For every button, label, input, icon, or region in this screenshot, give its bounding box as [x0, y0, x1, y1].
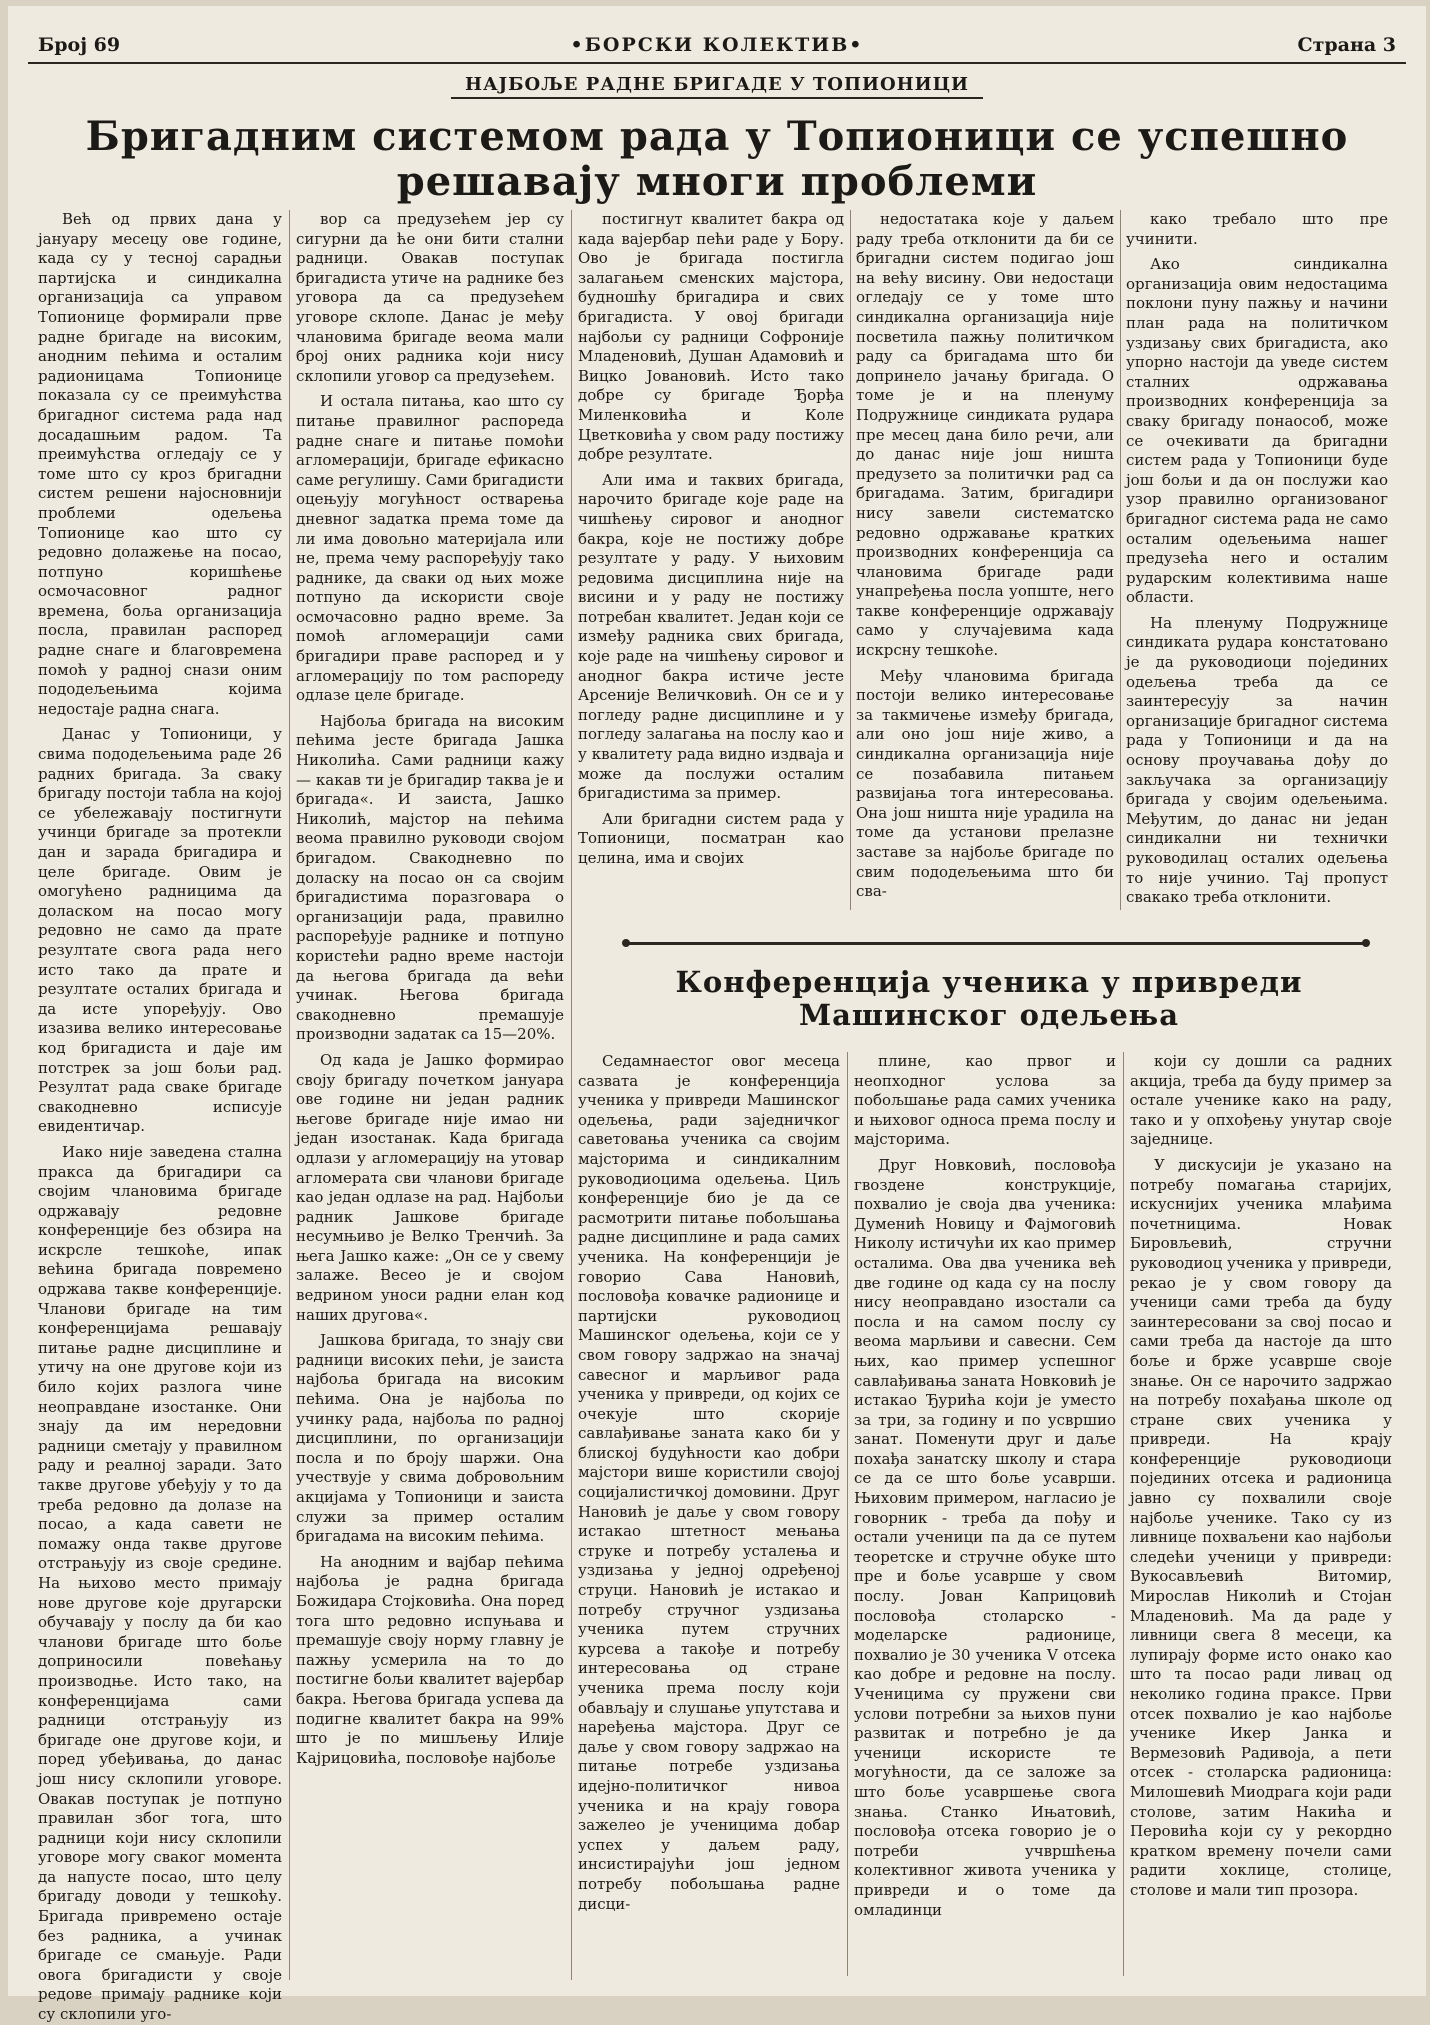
paragraph: На пленуму Подружнице синдиката рудара констатовано је да руководиоци појединих одељења треба да се заинтересују за начин организације бригадног система рада у Топионици и да на основу проучавања дођу до закључака за организацију бригада у својим одељењима. Међутим, до данас ни један синдикални ни технички руководилац осталих одељења то није учинио. Тај пропуст свакако треба отклонити. — [1126, 613, 1388, 907]
paragraph: У дискусији је указано на потребу помагања старијих, искуснијих ученика млађима почетницима. Новак Бировљевић, стручни руководиоц ученика у привреди, рекао је у свом говору да ученици сами треба да буду заинтересовани за свој посао и сами треба да настоје да што боље и брже усаврше своје знање. Он се нарочито задржао на потребу похађања школе од стране свих ученика у привреди. На крају конференције руководиоци појединих отсека и радионица јавно су похвалили своје најбоље ученике. Тако су из ливнице похваљени као најбољи следећи ученици у привреди: Вукосављевић Витомир, Мирослав Николић и Стојан Младеновић. Ма да раде у ливници свега 8 месеци, ка лупирају форме исто онако као што та посао ради ливац од неколико година праксе. Први отсек похвалио је као најбоље ученике Икер Јанка и Вермезовић Радивоја, а пети отсек - столарска радионица: Милошевић Миодрага који ради столове, затим Накића и Перовића који су у рекордно кратком времену почели сами радити хоклице, столице, столове и мали тип прозора. — [1130, 1155, 1392, 1899]
article2-column-3 — [1130, 1052, 1392, 1976]
column-divider — [1120, 210, 1121, 910]
column-divider — [289, 210, 290, 1980]
article1-column-1 — [38, 210, 282, 2024]
paragraph: Иако није заведена стална пракса да бригадири са својим члановима бригаде одржавају редовне конференције без обзира на искрсле тешкоће, ипак већина бригада повремено одржава такве конференције. Чланови бригаде на тим конференцијама решавају питање радне дисциплине и утичу на оне другове који из било којих разлога чине неоправдане изостанке. Они знају да им нередовни радници сметају у правилном раду и реалној заради. Зато такве другове убеђују у то да треба редовно да долазе на посао, а када савети не помажу онда такве другове отстрањују из своје средине. На њихово место примају нове другове које другарски обучавају у послу да би као чланови бригаде што боље доприносили повећању производње. Исто тако, на конференцијама сами радници отстрањују из бригаде оне другове који, и поред убеђивања, до данас још нису склопили уговоре. Овакав поступак је потпуно правилан због тога, што радници који нису склопили уговоре могу сваког момента да напусте посао, што целу бригаду доводи у тешкоћу. Бригада привремено остаје без радника, а учинак бригаде се смањује. Ради овога бригадисти у своје редове примају раднике који су склопили уго- — [38, 1142, 282, 2024]
article1-column-3 — [578, 210, 844, 910]
paragraph: Најбоља бригада на високим пећима јесте бригада Јашка Николића. Сами радници кажу — какав ти је бригадир таква је и бригада«. И заиста, Јашко Николић, мајстор на пећима веома правилно руководи својом бригадом. Свакодневно по доласку на посао он са својим бригадистима поразговара о организацији рада, правилно распоређује раднике и потпуно користећи радно време настоји да његова бригада да већи учинак. Његова бригада свакодневно премашује производни задатак са 15—20%. — [296, 711, 564, 1044]
paragraph: постигнут квалитет бакра од када вајербар пећи раде у Бору. Ово је бригада постигла залагањем сменских мајстора, будношћу бригадира и свих бригадиста. У овој бригади најбољи су радници Софроније Младеновић, Душан Адамовић и Вицко Јовановић. Исто тако добре су бригаде Ђорђа Миленковића и Коле Цветковића у свом раду постижу добре резултате. — [578, 210, 844, 464]
paragraph: како требало што пре учинити. — [1126, 210, 1388, 248]
column-divider — [850, 210, 851, 910]
paragraph: који су дошли са радних акција, треба да буду пример за остале ученике како на раду, тако и у опхођењу унутар своје заједнице. — [1130, 1052, 1392, 1149]
paragraph: вор са предузећем јер су сигурни да ће они бити стални радници. Овакав поступак бригадиста утиче на раднике без уговора да са предузећем уговоре склопе. Данас је међу члановима бригаде веома мали број оних радника који нису склопили уговор са предузећем. — [296, 210, 564, 385]
newspaper-page — [8, 6, 1426, 2024]
column-divider — [1123, 1052, 1124, 1976]
page-number: Страна 3 — [1297, 34, 1396, 56]
paragraph: плине, као првог и неопходног услова за побољшање рада самих ученика и њиховог односа према послу и мајсторима. — [854, 1052, 1116, 1149]
article2-column-1 — [578, 1052, 840, 1976]
article1-column-4 — [856, 210, 1114, 910]
paragraph: На анодним и вајбар пећима најбоља је радна бригада Божидара Стојковића. Она поред тога што редовно испуњава и премашује своју норму главну је пажњу усмерила на то до постигне бољи квалитет вајербар бакра. Његова бригада успева да подигне квалитет бакра на 99% што је по мишљењу Илије Кајрицовића, пословође најбоље — [296, 1552, 564, 1767]
article1-column-5 — [1126, 210, 1388, 910]
paragraph: Јашкова бригада, то знају сви радници високих пећи, је заиста најбоља бригада на високим пећима. Она је најбоља по учинку рада, најбоља по радној дисциплини, по организацији посла и по броју шаржи. Она учествује у свима добровољним акцијама у Топионици и заиста служи за пример осталим бригадама на високим пећима. — [296, 1331, 564, 1546]
paragraph: Међу члановима бригада постоји велико интересовање за такмичење између бригада, али оно још није живо, а синдикална организација није се позабавила питањем развијања тога интересовања. Она још ништа није урадила на томе да установи прелазне заставе за најбоље бригаде по свим пододељењима што би сва- — [856, 666, 1114, 901]
paragraph: Од када је Јашко формирао своју бригаду почетком јануара ове године ни један радник његове бригаде није имао ни један изостанак. Када бригада одлази у агломерацију на утовар агломерата сви чланови бригаде као један одлазе на рад. Најбољи радник Јашкове бригаде несумњиво је Велко Тренчић. За њега Јашко каже: „Он се у свему залаже. Весео је и својом ведрином уноси радни елан код наших другова«. — [296, 1050, 564, 1324]
article2-headline: Конференција ученика у привреди Машинског одељења — [675, 965, 1303, 1032]
column-divider — [571, 210, 572, 1980]
article2-column-2 — [854, 1052, 1116, 1976]
kicker-text: НАЈБОЉЕ РАДНЕ БРИГАДЕ У ТОПИОНИЦИ — [451, 72, 983, 99]
issue-number: Број 69 — [38, 34, 121, 56]
paragraph: Друг Новковић, пословођа гвоздене конструкције, похвалио је своја два ученика: Думенић Новицу и Фајмоговић Николу истичући их као пример осталима. Ова два ученика већ две године од када су на послу нису неоправдано изостали са посла и на самом послу су веома марљиви и савесни. Сем њих, као пример успешног савлађивања заната Новковић је истакао Ђурића који је уместо за три, за годину и по усвршио занат. Поменути друг и даље похађа занатску школу и стара се да се што боље усаврши. Њиховим примером, нагласио је говорник - треба да пођу и остали ученици па да се путем теоретске и стручне обуке што пре и боље усаврше у свом послу. Јован Каприцовић пословођа столарско - моделарске радионице, похвалио је 30 ученика V отсека као добре и редовне на послу. Ученицима су пружени сви услови потребни за њихов пуни развитак и потребно је да ученици искористе те могућности, да се заложе за што боље усавршење свога знања. Станко Ињатовић, пословођа отсека говорио је о потреби учвршћења колективног живота ученика у привреди и о томе да омладинци — [854, 1155, 1116, 1919]
article1-column-2 — [296, 210, 564, 1980]
paragraph: И остала питања, као што су питање правилног распореда радне снаге и питање помоћи агломерацији, бригаде ефикасно саме регулишу. Сами бригадисти оцењују могућност остварења дневног задатка према томе да ли има довољно материјала или не, према чему распоређују тако раднике, да сваки од њих може потпуно да искористи своје осмочасовно радно време. За помоћ агломерацији сами бригадири праве распоред и у агломерацију по том распореду одлазе целе бригаде. — [296, 392, 564, 705]
article1-headline: Бригадним системом рада у Топионици се успешно решавају многи проблеми — [85, 113, 1349, 205]
masthead — [28, 28, 1406, 64]
section-divider-rule — [626, 942, 1366, 945]
paragraph: Али има и таквих бригада, нарочито бригаде које раде на чишћењу сировог и анодног бакра, које не постижу добре резултате у раду. У њиховим редовима дисциплина није на висини и у раду не постижу потребан квалитет. Један који се између радника свих бригада, које раде на чишћењу сировог и анодног бакра истиче јесте Арсеније Величковић. Он се и у погледу радне дисциплине и у погледу залагања на послу као и у квалитету рада видно издваја и може да послужи осталим бригадистима за пример. — [578, 470, 844, 803]
paragraph: недостатака које у даљем раду треба отклонити да би се бригадни систем подигао још на већу висину. Ови недостаци огледају се у томе што синдикална организација није посветила пажњу политичком раду са бригадама што би допринело јачању бригада. О томе је и на пленуму Подружнице синдиката рудара пре месец дана било речи, али до данас није још ништа предузето за политички рад са бригадама. Затим, бригадири нису завели систематско редовно одржавање кратких производних конференција са члановима бригаде ради унапређења посла уопште, него такве конференције одржавају само у случајевима када искрсну тешкоће. — [856, 210, 1114, 660]
column-divider — [847, 1052, 848, 1976]
paragraph: Ако синдикална организација овим недостацима поклони пуну пажњу и начини план рада на политичком уздизању свих бригадиста, ако упорно настоји да уведе систем сталних одржавања производних конференција за сваку бригаду понаособ, може се очекивати да бригадни систем рада у Топионици буде још бољи и да он послужи као узор правилно организованог бригадног система рада не само осталим одељењима нашег предузећа него и осталим рударским колективима наше области. — [1126, 255, 1388, 607]
paragraph: Али бригадни систем рада у Топионици, посматран као целина, има и својих — [578, 809, 844, 867]
paragraph: Данас у Топионици, у свима пододељењима раде 26 радних бригада. За сваку бригаду постоји табла на којој се убележавају постигнути учинци бригаде за протекли дан и зарада бригадира и целе бригаде. Овим је омогућено радницима да доласком на посао могу редовно не само да прате резултате свога рада него исто тако да прате и резултате осталих бригада и да исте упоређују. Ово изазива велико интересовање код бригадиста и даје им потстрек за још бољи рад. Резултат рада сваке бригаде свакодневно исписује евидентичар. — [38, 725, 282, 1136]
section-kicker — [8, 72, 1426, 99]
paragraph: Седамнаестог овог месеца сазвата је конференција ученика у привреди Машинског одељења, ради заједничког саветовања ученика са својим мајсторима и синдикалним руководиоцима одељења. Циљ конференције био је да се расмотрити питање побољшања радне дисциплине и рада самих ученика. На конференцији је говорио Сава Нановић, пословођа ковачке радионице и партијски руководиоц Машинског одељења, који се у свом говору задржао на значај савесног и марљивог рада ученика у привреди, од којих се очекује што скорије савлађивање заната како би у блиској будућности као добри мајстори више користили својој социјалистичкој домовини. Друг Нановић је даље у свом говору истакао штетност мењања струке и потребу усталења и уздизања у једној одређеној струци. Нановић је истакао и потребу стручног уздизања ученика путем стручних курсева а такође и потребу интересовања од стране ученика према послу који обављају и слушање упутстава и наређења мајстора. Друг се даље у свом говору задржао на питање потребе уздизања идејно-политичког нивоа ученика и на крају говора зажелео је ученицима добар успех у даљем раду, инсистирајући још једном потребу побољшања радне дисци- — [578, 1052, 840, 1913]
paragraph: Већ од првих дана у јануару месецу ове године, када су у тесној сарадњи партијска и синдикална организација са управом Топионице формирали прве радне бригаде на високим, анодним пећима и осталим радионицама Топионице показала су се преимућства бригадног система рада над досадашњим радом. Та преимућства огледају се у томе што су кроз бригадни систем решени најосновнији проблеми одељења Топионице као што су редовно долажење на посао, потпуно коришћење осмочасовног радног времена, боља организација посла, правилан распоред радне снаге и благовремена помоћ у радној снази оним пододељењима којима недостаје радна снага. — [38, 210, 282, 718]
newspaper-title: •БОРСКИ КОЛЕКТИВ• — [570, 34, 864, 56]
